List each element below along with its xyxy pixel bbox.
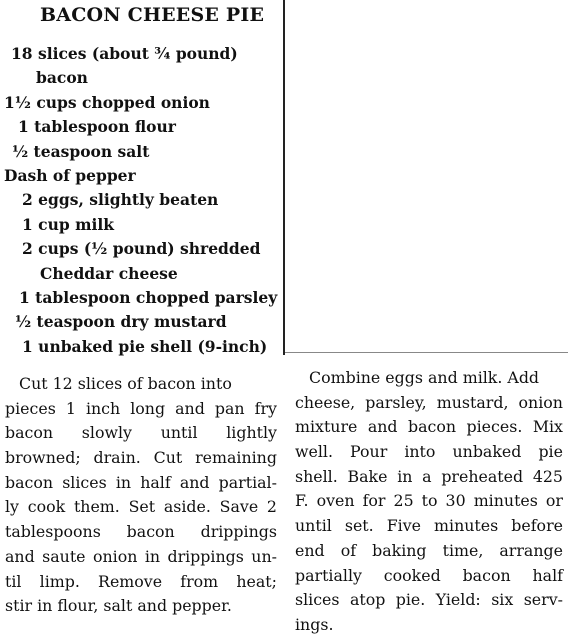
ingredient-list: [0, 42, 280, 359]
word: half: [532, 565, 563, 585]
direction-line: [5, 570, 277, 595]
word: pie.: [395, 590, 426, 610]
direction-line: Cut 12 slices of bacon into: [19, 374, 232, 393]
word: Set: [128, 497, 156, 517]
word: tablespoons: [5, 522, 101, 542]
word: time,: [442, 540, 484, 560]
ingredient-line: Cheddar cheese: [40, 263, 178, 283]
word: six: [491, 590, 514, 610]
word: into: [404, 442, 436, 462]
word: pie: [538, 442, 563, 462]
ingredient-line: ½ teaspoon salt: [12, 141, 150, 161]
ingredient-line: 18 slices (about ¾ pound): [11, 44, 238, 63]
word: serv-: [523, 590, 563, 610]
word: onion: [92, 546, 138, 566]
word: for: [362, 491, 386, 511]
ingredient-line: 2 eggs, slightly beaten: [22, 190, 219, 210]
word: Five: [386, 516, 421, 536]
word: from: [180, 571, 219, 591]
word: inch: [85, 398, 121, 418]
directions-column-2: [295, 366, 563, 638]
direction-line: [5, 446, 277, 471]
word: of: [340, 540, 357, 560]
word: Mix: [532, 417, 563, 437]
word: mixture: [295, 417, 358, 437]
word: Save: [219, 497, 259, 517]
word: well.: [295, 442, 333, 462]
word: end: [295, 540, 325, 560]
word: cook: [27, 497, 66, 517]
word: slowly: [81, 423, 132, 443]
word: slices: [295, 590, 340, 610]
ingredient-line: 1 tablespoon chopped parsley: [19, 287, 278, 307]
word: pieces.: [466, 417, 523, 437]
word: a: [422, 466, 432, 486]
direction-line: [5, 421, 277, 446]
directions-column-1: [5, 372, 277, 619]
direction-line: ings.: [295, 614, 334, 634]
word: and: [175, 398, 205, 418]
direction-line: Combine eggs and milk. Add: [309, 368, 540, 387]
word: 2: [266, 497, 277, 517]
word: preheated: [441, 466, 524, 486]
word: Yield:: [435, 590, 481, 610]
column-top-rule: [285, 352, 568, 353]
word: cheese,: [295, 392, 356, 412]
word: pan: [214, 398, 245, 418]
direction-line: [295, 415, 563, 440]
recipe-title: BACON CHEESE PIE: [40, 4, 265, 26]
direction-line: [295, 465, 563, 490]
ingredient-line: Dash of pepper: [4, 165, 136, 185]
word: minutes: [473, 491, 538, 511]
direction-line: [5, 545, 277, 570]
word: in: [115, 472, 132, 492]
word: drain.: [93, 448, 141, 468]
word: Cut: [153, 448, 183, 468]
word: in: [397, 466, 413, 486]
word: un-: [251, 546, 277, 566]
word: onion: [518, 392, 563, 412]
direction-line: stir in flour, salt and pepper.: [5, 596, 232, 616]
direction-line: [295, 391, 563, 416]
word: cooked: [383, 565, 441, 585]
word: 425: [532, 466, 563, 486]
ingredient-line: 1 unbaked pie shell (9-inch): [22, 336, 268, 356]
word: and: [367, 417, 398, 437]
direction-line: [295, 514, 563, 539]
word: drippings: [200, 522, 277, 542]
word: bacon: [126, 522, 175, 542]
direction-line: [295, 588, 563, 613]
word: unbaked: [452, 442, 522, 462]
ingredient-line: 1 tablespoon flour: [18, 117, 176, 137]
word: drippings: [167, 546, 244, 566]
direction-line: [5, 495, 277, 520]
word: 1: [65, 398, 76, 418]
word: and: [5, 546, 35, 566]
word: shell.: [295, 466, 338, 486]
ingredient-line: 1½ cups chopped onion: [4, 92, 210, 112]
word: atop: [349, 590, 386, 610]
word: arrange: [499, 540, 563, 560]
ingredient-line: 1 cup milk: [22, 214, 115, 234]
word: til: [5, 571, 22, 591]
word: ly: [5, 497, 19, 517]
word: Bake: [347, 466, 388, 486]
word: lightly: [226, 423, 277, 443]
word: set.: [344, 516, 374, 536]
word: parsley,: [365, 392, 427, 412]
word: aside.: [163, 497, 211, 517]
direction-line: [295, 440, 563, 465]
word: to: [421, 491, 438, 511]
word: limp.: [39, 571, 80, 591]
word: half: [140, 472, 171, 492]
ingredient-line: bacon: [36, 68, 88, 88]
word: saute: [42, 546, 86, 566]
word: remaining: [195, 448, 277, 468]
word: Pour: [350, 442, 388, 462]
ingredient-line: 2 cups (½ pound) shredded: [22, 239, 261, 259]
word: bacon: [462, 565, 511, 585]
word: bacon: [5, 472, 54, 492]
word: before: [511, 516, 563, 536]
word: 30: [445, 491, 466, 511]
word: browned;: [5, 448, 81, 468]
ingredient-line: ½ teaspoon dry mustard: [15, 312, 227, 332]
column-divider: [283, 0, 285, 355]
direction-line: [295, 539, 563, 564]
word: partial-: [218, 472, 277, 492]
word: or: [545, 491, 563, 511]
word: mustard,: [436, 392, 509, 412]
word: bacon: [408, 417, 457, 437]
word: Remove: [98, 571, 163, 591]
direction-line: [5, 471, 277, 496]
word: fry: [254, 398, 277, 418]
word: until: [295, 516, 332, 536]
direction-line: [295, 564, 563, 589]
word: slices: [62, 472, 107, 492]
word: pieces: [5, 398, 56, 418]
word: F.: [295, 491, 309, 511]
word: partially: [295, 565, 362, 585]
direction-line: [295, 489, 563, 514]
word: in: [144, 546, 161, 566]
word: long: [130, 398, 166, 418]
word: 25: [393, 491, 414, 511]
direction-line: [5, 520, 277, 545]
word: oven: [316, 491, 355, 511]
direction-line: [5, 397, 277, 422]
word: until: [160, 423, 198, 443]
word: and: [179, 472, 210, 492]
word: baking: [372, 540, 427, 560]
word: heat;: [236, 571, 277, 591]
word: them.: [73, 497, 120, 517]
word: bacon: [5, 423, 54, 443]
word: minutes: [434, 516, 499, 536]
